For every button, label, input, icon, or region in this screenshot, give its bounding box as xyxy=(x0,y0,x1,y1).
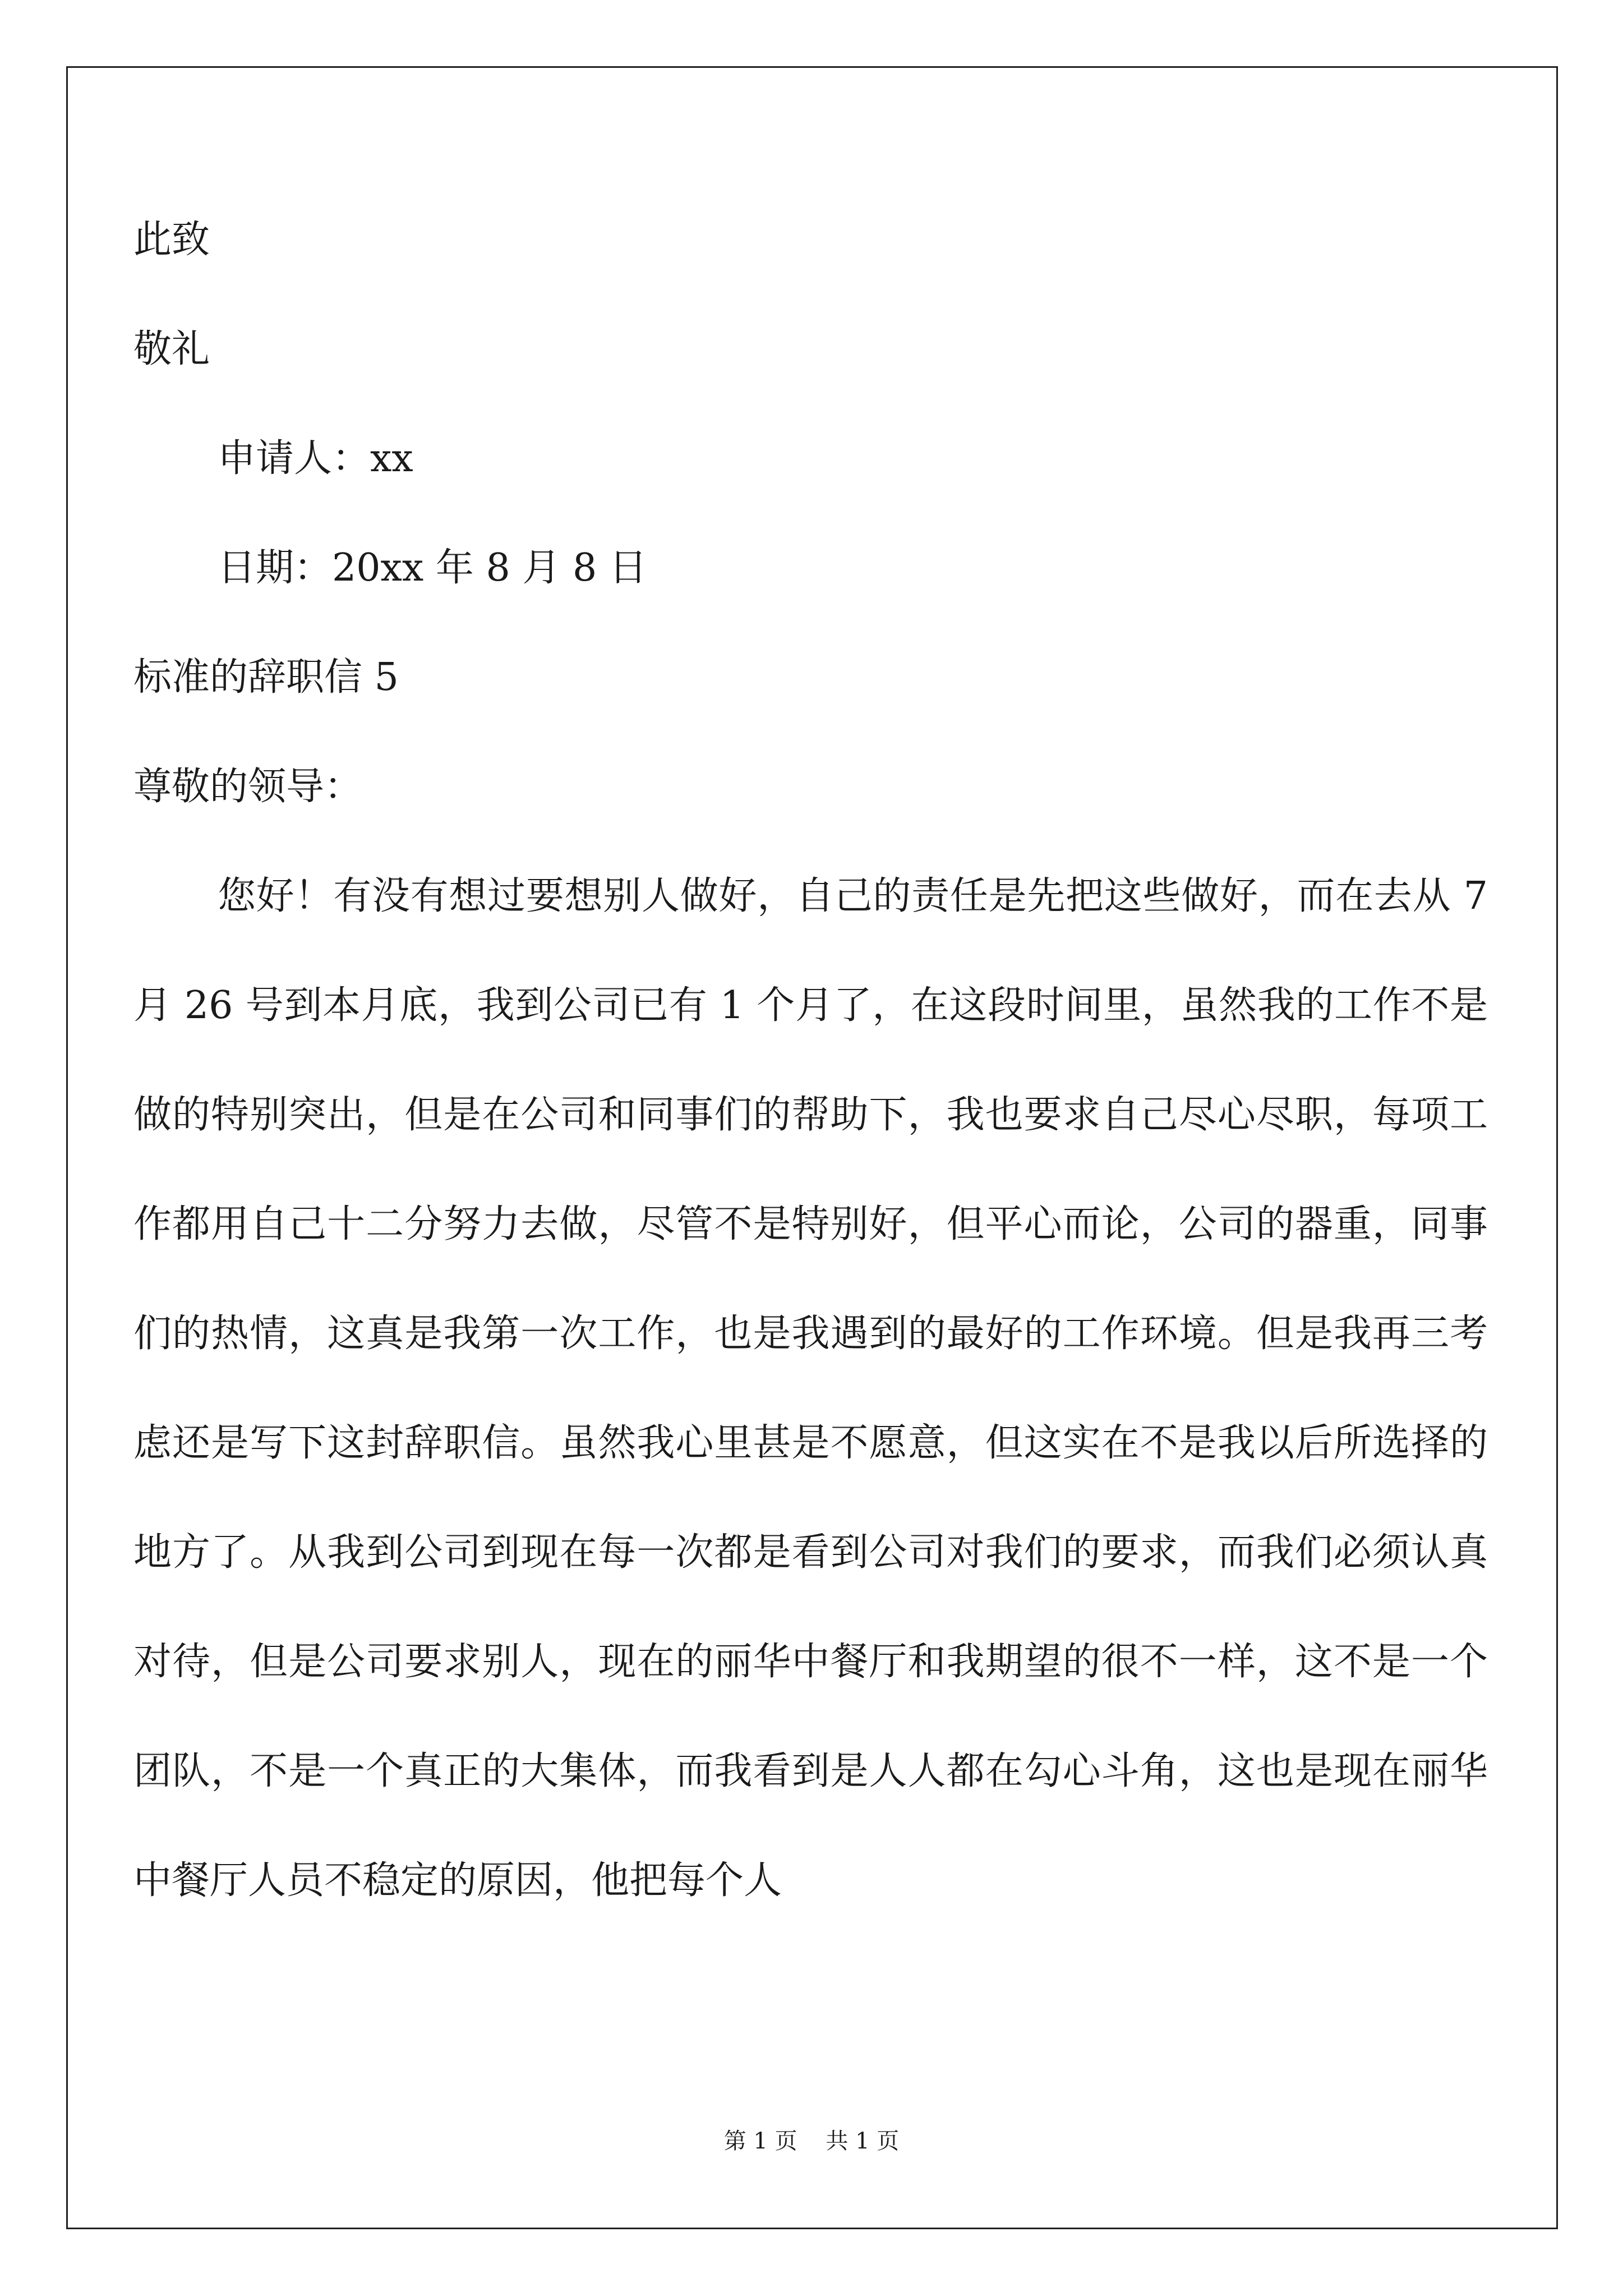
body-paragraph: 您好！有没有想过要想别人做好，自己的责任是先把这些做好，而在去从 7 月 26 号到本月底，我到公司已有 1 个月了，在这段时间里，虽然我的工作不是做的特别突出，但是在公司和同事们的帮助下，我也要求自己尽心尽职，每项工作都用自己十二分努力去做，尽管不是特别好，但平心而论，公司的器重，同事们的热情，这真是我第一次工作，也是我遇到的最好的工作环境。但是我再三考虑还是写下这封辞职信。虽然我心里甚是不愿意，但这实在不是我以后所选择的地方了。从我到公司到现在每一次都是看到公司对我们的要求，而我们必须认真对待，但是公司要求别人，现在的丽华中餐厅和我期望的很不一样，这不是一个团队，不是一个真正的大集体，而我看到是人人都在勾心斗角，这也是现在丽华中餐厅人员不稳定的原因，他把每个人 xyxy=(133,874,1488,1903)
signature-date: 日期：20xx 年 8 月 8 日 xyxy=(218,546,647,590)
closing-line-zhici: 此致 xyxy=(133,218,210,262)
signature-applicant: 申请人：xx xyxy=(218,436,413,481)
closing-line-jingli: 敬礼 xyxy=(133,327,210,371)
page-footer: 第 1 页 共 1 页 xyxy=(723,2128,900,2154)
document-body xyxy=(133,185,1488,1935)
section-title: 标准的辞职信 5 xyxy=(133,655,399,700)
salutation: 尊敬的领导： xyxy=(133,765,363,809)
